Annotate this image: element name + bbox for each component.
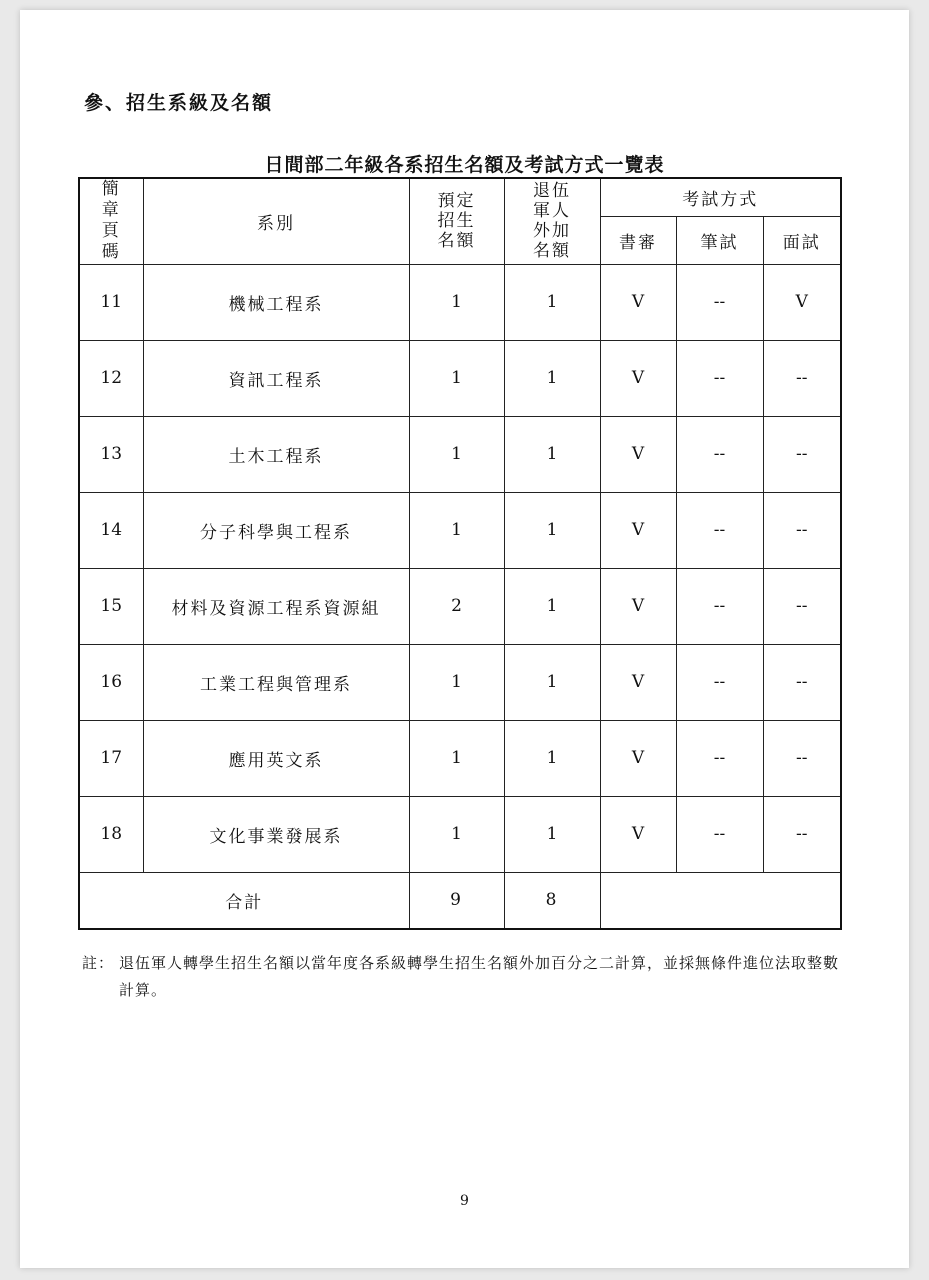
cell-department: 機械工程系 xyxy=(143,264,409,340)
table-row xyxy=(79,416,841,492)
total-label: 合計 xyxy=(79,872,409,929)
cell-exam-interview: -- xyxy=(763,340,841,416)
footnote xyxy=(82,950,842,1004)
cell-exam-review: V xyxy=(600,568,676,644)
header-exam-interview: 面試 xyxy=(763,216,841,264)
cell-exam-interview: -- xyxy=(763,796,841,872)
cell-veteran-quota: 1 xyxy=(504,264,600,340)
header-exam-review: 書審 xyxy=(600,216,676,264)
cell-exam-review: V xyxy=(600,492,676,568)
quota-table xyxy=(78,177,842,930)
table-row xyxy=(79,264,841,340)
cell-exam-interview: -- xyxy=(763,568,841,644)
cell-veteran-quota: 1 xyxy=(504,796,600,872)
table-row xyxy=(79,340,841,416)
cell-exam-written: -- xyxy=(676,796,763,872)
cell-page-ref: 14 xyxy=(79,492,143,568)
cell-veteran-quota: 1 xyxy=(504,720,600,796)
table-row xyxy=(79,644,841,720)
cell-department: 土木工程系 xyxy=(143,416,409,492)
header-page-ref: 簡章頁碼 xyxy=(79,178,143,264)
cell-department: 應用英文系 xyxy=(143,720,409,796)
cell-exam-review: V xyxy=(600,264,676,340)
header-planned-quota: 預定招生名額 xyxy=(409,178,504,264)
total-veteran-quota: 8 xyxy=(504,872,600,929)
section-title: 參、招生系級及名額 xyxy=(84,92,274,114)
cell-page-ref: 16 xyxy=(79,644,143,720)
header-veteran-quota: 退伍軍人外加名額 xyxy=(504,178,600,264)
cell-department: 資訊工程系 xyxy=(143,340,409,416)
cell-exam-interview: -- xyxy=(763,492,841,568)
cell-exam-written: -- xyxy=(676,416,763,492)
page-number: 9 xyxy=(460,1193,469,1209)
cell-veteran-quota: 1 xyxy=(504,416,600,492)
total-row xyxy=(79,872,841,929)
cell-planned-quota: 1 xyxy=(409,492,504,568)
cell-planned-quota: 1 xyxy=(409,340,504,416)
cell-veteran-quota: 1 xyxy=(504,492,600,568)
cell-exam-review: V xyxy=(600,720,676,796)
table-title: 日間部二年級各系招生名額及考試方式一覽表 xyxy=(264,154,665,176)
cell-page-ref: 11 xyxy=(79,264,143,340)
header-exam-method: 考試方式 xyxy=(600,178,841,216)
cell-department: 文化事業發展系 xyxy=(143,796,409,872)
cell-exam-interview: -- xyxy=(763,720,841,796)
header-exam-written: 筆試 xyxy=(676,216,763,264)
cell-veteran-quota: 1 xyxy=(504,644,600,720)
cell-exam-written: -- xyxy=(676,264,763,340)
cell-exam-interview: -- xyxy=(763,416,841,492)
cell-veteran-quota: 1 xyxy=(504,340,600,416)
header-row xyxy=(79,178,841,216)
cell-exam-review: V xyxy=(600,796,676,872)
cell-exam-written: -- xyxy=(676,720,763,796)
table-row xyxy=(79,796,841,872)
total-planned-quota: 9 xyxy=(409,872,504,929)
table-row xyxy=(79,720,841,796)
total-empty xyxy=(600,872,841,929)
cell-exam-written: -- xyxy=(676,492,763,568)
header-department: 系別 xyxy=(143,178,409,264)
cell-planned-quota: 1 xyxy=(409,416,504,492)
cell-planned-quota: 2 xyxy=(409,568,504,644)
cell-exam-written: -- xyxy=(676,644,763,720)
document-page xyxy=(20,10,909,1268)
cell-page-ref: 17 xyxy=(79,720,143,796)
cell-page-ref: 15 xyxy=(79,568,143,644)
cell-exam-review: V xyxy=(600,416,676,492)
cell-department: 材料及資源工程系資源組 xyxy=(143,568,409,644)
cell-exam-written: -- xyxy=(676,568,763,644)
footnote-label: 註： xyxy=(82,954,115,972)
cell-exam-written: -- xyxy=(676,340,763,416)
footnote-text: 退伍軍人轉學生招生名額以當年度各系級轉學生招生名額外加百分之二計算，並採無條件進位法取整數計算。 xyxy=(119,954,840,999)
cell-planned-quota: 1 xyxy=(409,796,504,872)
cell-planned-quota: 1 xyxy=(409,644,504,720)
cell-exam-review: V xyxy=(600,340,676,416)
cell-exam-interview: -- xyxy=(763,644,841,720)
table-row xyxy=(79,492,841,568)
cell-page-ref: 13 xyxy=(79,416,143,492)
table-row xyxy=(79,568,841,644)
cell-page-ref: 12 xyxy=(79,340,143,416)
cell-planned-quota: 1 xyxy=(409,264,504,340)
cell-exam-interview: V xyxy=(763,264,841,340)
cell-veteran-quota: 1 xyxy=(504,568,600,644)
cell-page-ref: 18 xyxy=(79,796,143,872)
cell-exam-review: V xyxy=(600,644,676,720)
cell-planned-quota: 1 xyxy=(409,720,504,796)
cell-department: 工業工程與管理系 xyxy=(143,644,409,720)
cell-department: 分子科學與工程系 xyxy=(143,492,409,568)
